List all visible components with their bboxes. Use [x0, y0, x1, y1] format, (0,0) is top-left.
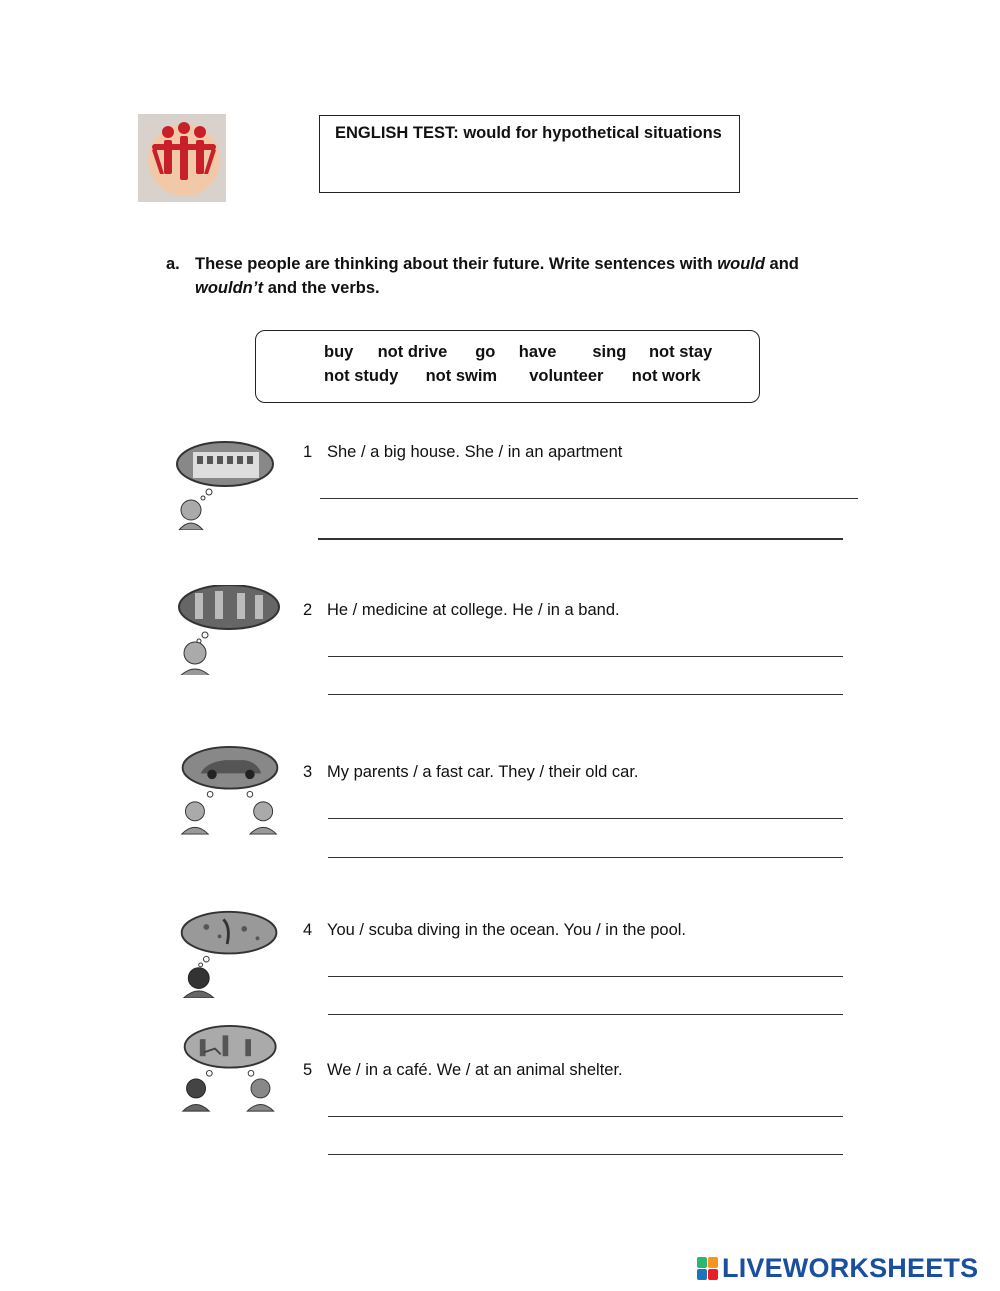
answer-line[interactable] — [328, 694, 843, 695]
item-prompt: She / a big house. She / in an apartment — [327, 443, 623, 461]
word-row-2 — [324, 367, 701, 386]
word-item: have — [518, 343, 557, 361]
band-thought-image — [175, 585, 285, 675]
item-prompt: You / scuba diving in the ocean. You / in the pool. — [327, 921, 687, 939]
instruction-text: These people are thinking about their future. Write sentences with would and wouldn’t and the verbs. — [195, 255, 799, 297]
answer-line[interactable] — [328, 818, 843, 819]
answer-line[interactable] — [328, 976, 843, 977]
people-logo-icon — [138, 114, 226, 202]
word-item: buy — [324, 343, 354, 361]
word-item: not stay — [648, 343, 713, 361]
animal-shelter-thought-image — [178, 1024, 288, 1114]
title-box — [319, 115, 740, 193]
item-number: 1 — [303, 443, 313, 461]
instruction-label: a. — [166, 255, 180, 273]
school-logo — [138, 114, 226, 202]
liveworksheets-logo-icon — [697, 1257, 719, 1281]
item-prompt: My parents / a fast car. They / their old car. — [327, 763, 639, 781]
word-item: not work — [631, 367, 701, 385]
item-number: 2 — [303, 601, 313, 619]
answer-line[interactable] — [328, 857, 843, 858]
word-row-1 — [324, 343, 712, 362]
answer-line[interactable] — [328, 1154, 843, 1155]
word-item: sing — [592, 343, 627, 361]
test-title: ENGLISH TEST: would for hypothetical situations — [335, 124, 722, 142]
brand-text: LIVEWORKSHEETS — [722, 1253, 979, 1283]
item-prompt: He / medicine at college. He / in a band. — [327, 601, 620, 619]
word-item: go — [475, 343, 496, 361]
car-thought-image — [175, 745, 285, 835]
item-number: 3 — [303, 763, 313, 781]
answer-line[interactable] — [318, 538, 843, 540]
answer-line[interactable] — [328, 656, 843, 657]
item-prompt: We / in a café. We / at an animal shelter. — [327, 1061, 623, 1079]
word-item: not drive — [377, 343, 448, 361]
word-box — [255, 330, 760, 403]
item-number: 5 — [303, 1061, 313, 1079]
word-item: volunteer — [529, 367, 604, 385]
house-thought-image — [175, 440, 285, 530]
answer-line[interactable] — [320, 498, 858, 499]
word-item: not study — [324, 367, 399, 385]
scuba-thought-image — [175, 908, 285, 998]
answer-line[interactable] — [328, 1116, 843, 1117]
word-item: not swim — [425, 367, 498, 385]
answer-line[interactable] — [328, 1014, 843, 1015]
item-number: 4 — [303, 921, 313, 939]
liveworksheets-brand[interactable] — [697, 1253, 978, 1285]
